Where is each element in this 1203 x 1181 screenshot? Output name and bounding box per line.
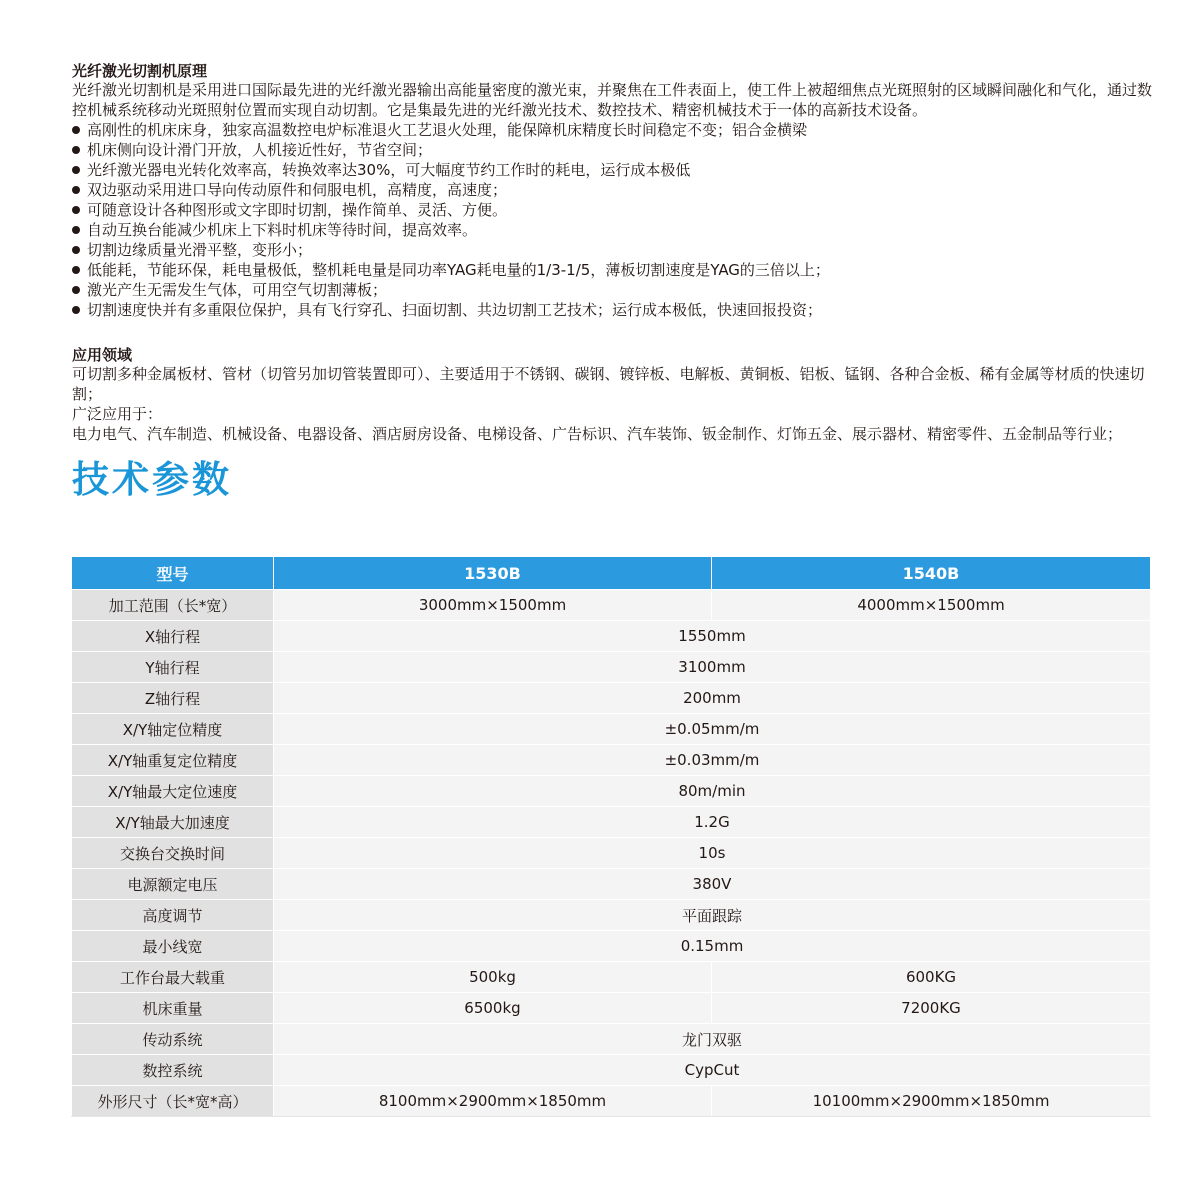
row-value-1530b: 6500kg bbox=[274, 993, 712, 1024]
bullet-item bbox=[72, 280, 1152, 300]
row-value-1540b: 10100mm×2900mm×1850mm bbox=[712, 1086, 1151, 1117]
row-label: 交换台交换时间 bbox=[72, 838, 274, 869]
row-label: 外形尺寸（长*宽*高） bbox=[72, 1086, 274, 1117]
table-row bbox=[72, 1024, 1151, 1055]
bullet-text: 可随意设计各种图形或文字即时切割，操作简单、灵活、方便。 bbox=[87, 201, 508, 219]
application-title: 应用领域 bbox=[72, 346, 133, 364]
row-value-1540b: 4000mm×1500mm bbox=[712, 590, 1151, 621]
table-row bbox=[72, 590, 1151, 621]
table-row bbox=[72, 652, 1151, 683]
row-value-1540b: 7200KG bbox=[712, 993, 1151, 1024]
bullet-text: 低能耗，节能环保，耗电量极低，整机耗电量是同功率YAG耗电量的1/3-1/5，薄板切割速度是YAG的三倍以上； bbox=[87, 261, 830, 279]
application-para-industries: 电力电气、汽车制造、机械设备、电器设备、酒店厨房设备、电梯设备、广告标识、汽车装饰、钣金制作、灯饰五金、展示器材、精密零件、五金制品等行业； bbox=[72, 425, 1123, 443]
bullet-item bbox=[72, 300, 1152, 320]
row-value: 80m/min bbox=[274, 776, 1151, 807]
row-label: 数控系统 bbox=[72, 1055, 274, 1086]
bullet-dot-icon bbox=[72, 246, 80, 254]
row-label: X/Y轴最大定位速度 bbox=[72, 776, 274, 807]
row-label: 电源额定电压 bbox=[72, 869, 274, 900]
bullet-text: 激光产生无需发生气体，可用空气切割薄板； bbox=[87, 281, 388, 299]
table-row bbox=[72, 838, 1151, 869]
row-value: 10s bbox=[274, 838, 1151, 869]
principle-bullet-list bbox=[72, 120, 1152, 320]
row-value-1530b: 3000mm×1500mm bbox=[274, 590, 712, 621]
bullet-item bbox=[72, 160, 1152, 180]
table-row bbox=[72, 683, 1151, 714]
table-row bbox=[72, 776, 1151, 807]
bullet-item bbox=[72, 260, 1152, 280]
bullet-dot-icon bbox=[72, 146, 80, 154]
bullet-item bbox=[72, 240, 1152, 260]
specs-table bbox=[71, 556, 1151, 1117]
table-row bbox=[72, 869, 1151, 900]
bullet-item bbox=[72, 180, 1152, 200]
table-row bbox=[72, 714, 1151, 745]
row-value: 平面跟踪 bbox=[274, 900, 1151, 931]
bullet-item bbox=[72, 200, 1152, 220]
row-label: X/Y轴最大加速度 bbox=[72, 807, 274, 838]
bullet-item bbox=[72, 220, 1152, 240]
row-label: Z轴行程 bbox=[72, 683, 274, 714]
row-label: X/Y轴重复定位精度 bbox=[72, 745, 274, 776]
bullet-text: 双边驱动采用进口导向传动原件和伺服电机，高精度，高速度； bbox=[87, 181, 508, 199]
row-value: 1550mm bbox=[274, 621, 1151, 652]
row-value-1530b: 8100mm×2900mm×1850mm bbox=[274, 1086, 712, 1117]
specs-title: 技术参数 bbox=[72, 458, 232, 501]
row-label: 工作台最大载重 bbox=[72, 962, 274, 993]
bullet-dot-icon bbox=[72, 306, 80, 314]
row-value: ±0.03mm/m bbox=[274, 745, 1151, 776]
section-spacer bbox=[72, 320, 1152, 346]
bullet-dot-icon bbox=[72, 286, 80, 294]
table-row bbox=[72, 621, 1151, 652]
row-value: 3100mm bbox=[274, 652, 1151, 683]
table-row bbox=[72, 807, 1151, 838]
header-model: 型号 bbox=[72, 557, 274, 590]
bullet-dot-icon bbox=[72, 266, 80, 274]
application-para-materials: 可切割多种金属板材、管材（切管另加切管装置即可）、主要适用于不锈钢、碳钢、镀锌板、电解板、黄铜板、铝板、锰钢、各种合金板、稀有金属等材质的快速切割； bbox=[72, 365, 1145, 403]
header-1530b: 1530B bbox=[274, 557, 712, 590]
row-value: 1.2G bbox=[274, 807, 1151, 838]
table-row bbox=[72, 745, 1151, 776]
row-label: 高度调节 bbox=[72, 900, 274, 931]
row-value: 380V bbox=[274, 869, 1151, 900]
bullet-dot-icon bbox=[72, 206, 80, 214]
row-label: X轴行程 bbox=[72, 621, 274, 652]
bullet-item bbox=[72, 140, 1152, 160]
row-label: 机床重量 bbox=[72, 993, 274, 1024]
table-row bbox=[72, 1086, 1151, 1117]
bullet-dot-icon bbox=[72, 166, 80, 174]
row-value: 0.15mm bbox=[274, 931, 1151, 962]
row-label: X/Y轴定位精度 bbox=[72, 714, 274, 745]
bullet-text: 光纤激光器电光转化效率高，转换效率达30%，可大幅度节约工作时的耗电，运行成本极低 bbox=[87, 161, 691, 179]
table-row bbox=[72, 962, 1151, 993]
document-body bbox=[72, 62, 1152, 502]
row-label: 加工范围（长*宽） bbox=[72, 590, 274, 621]
table-row bbox=[72, 931, 1151, 962]
table-row bbox=[72, 1055, 1151, 1086]
row-label: 最小线宽 bbox=[72, 931, 274, 962]
bullet-text: 机床侧向设计滑门开放，人机接近性好，节省空间； bbox=[87, 141, 433, 159]
table-row bbox=[72, 993, 1151, 1024]
principle-intro: 光纤激光切割机是采用进口国际最先进的光纤激光器输出高能量密度的激光束，并聚焦在工件表面上，使工件上被超细焦点光斑照射的区域瞬间融化和气化，通过数 控机械系统移动光斑照射位置而实现自动切割。它是集最先进的光纤激光技术、数控技术、精密机械技术于一体的高新技术设备。 bbox=[72, 81, 1153, 119]
bullet-dot-icon bbox=[72, 126, 80, 134]
row-label: Y轴行程 bbox=[72, 652, 274, 683]
row-value: ±0.05mm/m bbox=[274, 714, 1151, 745]
bullet-text: 高刚性的机床床身，独家高温数控电炉标准退火工艺退火处理，能保障机床精度长时间稳定不变；铝合金横梁 bbox=[87, 121, 808, 139]
bullet-text: 切割速度快并有多重限位保护，具有飞行穿孔、扫面切割、共边切割工艺技术；运行成本极低，快速回报投资； bbox=[87, 301, 823, 319]
row-value-1540b: 600KG bbox=[712, 962, 1151, 993]
table-row bbox=[72, 900, 1151, 931]
bullet-item bbox=[72, 120, 1152, 140]
application-para-label: 广泛应用于： bbox=[72, 405, 163, 423]
specs-header-row bbox=[72, 557, 1151, 590]
row-value-1530b: 500kg bbox=[274, 962, 712, 993]
row-value: 200mm bbox=[274, 683, 1151, 714]
bullet-dot-icon bbox=[72, 226, 80, 234]
bullet-text: 自动互换台能减少机床上下料时机床等待时间，提高效率。 bbox=[87, 221, 478, 239]
bullet-dot-icon bbox=[72, 186, 80, 194]
bullet-text: 切割边缘质量光滑平整，变形小； bbox=[87, 241, 313, 259]
header-1540b: 1540B bbox=[712, 557, 1151, 590]
row-value: 龙门双驱 bbox=[274, 1024, 1151, 1055]
row-value: CypCut bbox=[274, 1055, 1151, 1086]
row-label: 传动系统 bbox=[72, 1024, 274, 1055]
principle-title: 光纤激光切割机原理 bbox=[72, 62, 208, 80]
